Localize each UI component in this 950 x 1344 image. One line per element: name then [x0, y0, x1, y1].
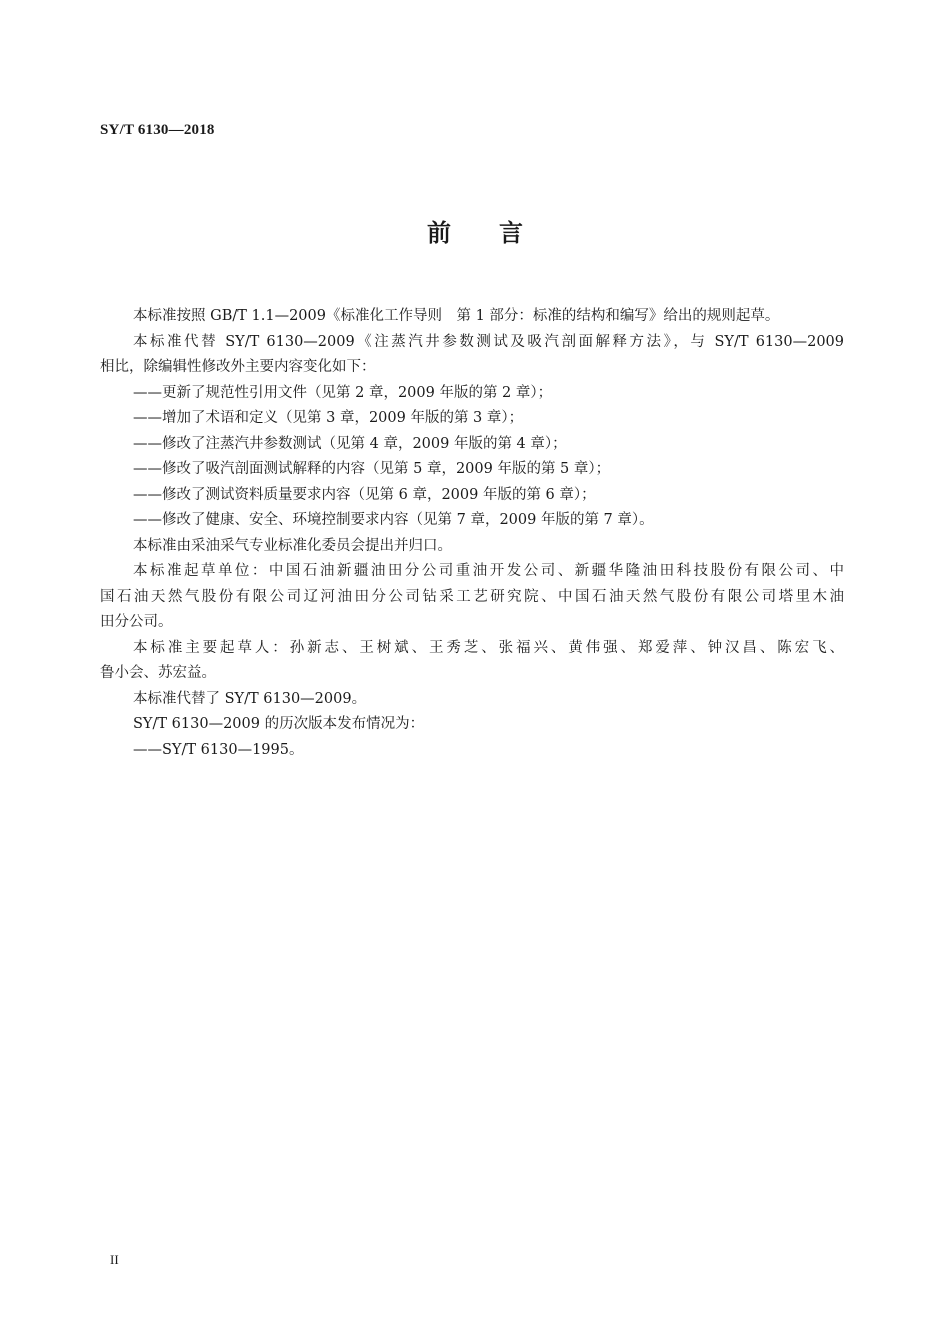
change-item: ——修改了测试资料质量要求内容（见第 6 章，2009 年版的第 6 章）； [133, 486, 596, 503]
paragraph-drafters-line-1: 本标准主要起草人：孙新志、王树斌、王秀芝、张福兴、黄伟强、郑爱萍、钟汉昌、陈宏飞、 [133, 639, 844, 656]
paragraph-drafting-units-line-1: 本标准起草单位：中国石油新疆油田分公司重油开发公司、新疆华隆油田科技股份有限公司、中 [133, 563, 844, 579]
paragraph-drafting-rules: 本标准按照 GB/T 1.1—2009《标准化工作导则 第 1 部分：标准的结构和编写》给出的规则起草。 [133, 308, 780, 324]
change-item: ——修改了吸汽剖面测试解释的内容（见第 5 章，2009 年版的第 5 章）； [133, 461, 611, 477]
paragraph-superseded: 本标准代替了 SY/T 6130—2009。 [133, 690, 367, 707]
paragraph-replacement-line-1: 本标准代替 SY/T 6130—2009《注蒸汽井参数测试及吸汽剖面解释方法》，与 SY/T 6130—2009 [133, 333, 844, 350]
page-title: 前言 [427, 219, 571, 247]
change-item: ——增加了术语和定义（见第 3 章，2009 年版的第 3 章）； [133, 410, 524, 426]
change-item: ——修改了注蒸汽井参数测试（见第 4 章，2009 年版的第 4 章）； [133, 435, 567, 452]
page-number: II [110, 1252, 119, 1267]
history-item: ——SY/T 6130—1995。 [133, 741, 304, 758]
paragraph-drafting-units-line-2: 国石油天然气股份有限公司辽河油田分公司钻采工艺研究院、中国石油天然气股份有限公司塔里木油 [100, 588, 844, 605]
change-item: ——修改了健康、安全、环境控制要求内容（见第 7 章，2009 年版的第 7 章）。 [133, 512, 654, 528]
document-code: SY/T 6130—2018 [100, 122, 215, 138]
paragraph-proposer: 本标准由采油采气专业标准化委员会提出并归口。 [133, 537, 452, 554]
change-item: ——更新了规范性引用文件（见第 2 章，2009 年版的第 2 章）； [133, 384, 553, 401]
paragraph-drafting-units-line-3: 田分公司。 [100, 614, 173, 630]
paragraph-replacement-line-2: 相比，除编辑性修改外主要内容变化如下： [100, 359, 376, 375]
paragraph-history-intro: SY/T 6130—2009 的历次版本发布情况为： [133, 716, 425, 732]
paragraph-drafters-line-2: 鲁小会、苏宏益。 [100, 665, 216, 681]
foreword-body [100, 304, 844, 763]
